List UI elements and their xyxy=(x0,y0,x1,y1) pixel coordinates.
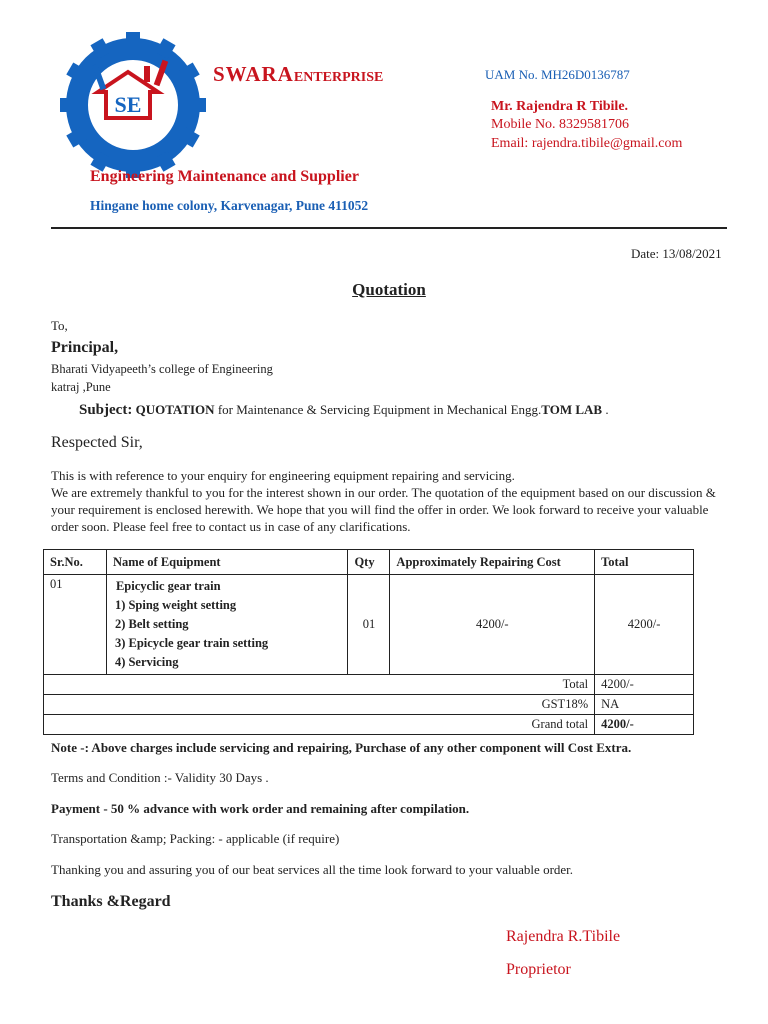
contact-email: Email: rajendra.tibile@gmail.com xyxy=(491,136,683,151)
signature-name: Rajendra R.Tibile xyxy=(506,928,621,945)
cell-total: 4200/- xyxy=(595,575,694,675)
subject-text: for Maintenance & Servicing Equipment in Mechanical Engg. xyxy=(214,402,542,417)
cell-qty: 01 xyxy=(348,575,390,675)
signature-role: Proprietor xyxy=(506,961,571,978)
gst-value: NA xyxy=(595,695,694,715)
recipient-to: To, xyxy=(51,318,68,333)
payment-text: Payment - 50 % advance with work order and remaining after compilation. xyxy=(51,801,470,816)
quotation-table xyxy=(43,549,694,735)
header-total: Total xyxy=(595,550,694,575)
header-sr-no: Sr.No. xyxy=(44,550,107,575)
grand-total-row xyxy=(44,715,694,735)
brand-suffix: ENTERPRISE xyxy=(293,70,384,85)
equipment-name: Epicyclic gear train xyxy=(115,579,221,593)
equipment-item: 3) Epicycle gear train setting xyxy=(114,636,269,650)
equipment-item: 2) Belt setting xyxy=(114,617,189,631)
contact-name: Mr. Rajendra R Tibile. xyxy=(491,99,629,114)
table-header-row xyxy=(44,550,694,575)
document-date: Date: 13/08/2021 xyxy=(631,246,722,261)
body-paragraph-2: We are extremely thankful to you for the interest shown in our order. The quotation of the equipment based on our discussion & your requirement is enclosed herewith. We hope that you will find the offer in order. We look forward to receive your valuable order soon. Please feel free to contact us in case of any clarifications. xyxy=(51,485,716,534)
header-divider xyxy=(51,227,727,229)
regards: Thanks &Regard xyxy=(51,893,171,910)
table-row xyxy=(44,575,694,675)
brand-main: SWARA xyxy=(213,62,294,86)
greeting: Respected Sir, xyxy=(51,434,143,451)
cell-cost: 4200/- xyxy=(390,575,595,675)
subject-line xyxy=(79,402,609,419)
recipient-place: katraj ,Pune xyxy=(51,380,111,394)
grand-total-value: 4200/- xyxy=(595,715,694,735)
document-title: Quotation xyxy=(352,280,426,299)
note-text: Note -: Above charges include servicing and repairing, Purchase of any other component will Cost Extra. xyxy=(51,740,632,755)
header-qty: Qty xyxy=(348,550,390,575)
equipment-item: 1) Sping weight setting xyxy=(114,598,237,612)
subject-bold-lab: TOM LAB xyxy=(541,402,603,417)
company-logo xyxy=(58,30,208,180)
gst-row xyxy=(44,695,694,715)
contact-mobile: Mobile No. 8329581706 xyxy=(491,117,630,132)
total-value: 4200/- xyxy=(595,675,694,695)
transport-text: Transportation &amp; Packing: - applicable (if require) xyxy=(51,831,340,846)
brand-name xyxy=(213,62,383,87)
subject-label: Subject: xyxy=(79,402,133,418)
company-address: Hingane home colony, Karvenagar, Pune 411052 xyxy=(90,198,369,213)
header-equipment: Name of Equipment xyxy=(106,550,348,575)
total-row xyxy=(44,675,694,695)
cell-equipment xyxy=(106,575,348,675)
equipment-item: 4) Servicing xyxy=(114,655,179,669)
header-cost: Approximately Repairing Cost xyxy=(390,550,595,575)
subject-end: . xyxy=(602,402,609,417)
body-paragraph-1: This is with reference to your enquiry for engineering equipment repairing and servicing. xyxy=(51,468,515,483)
company-tagline: Engineering Maintenance and Supplier xyxy=(90,168,359,185)
body-text xyxy=(51,467,731,535)
thanking-text: Thanking you and assuring you of our beat services all the time look forward to your valuable order. xyxy=(51,862,574,877)
subject-bold-quotation: QUOTATION xyxy=(135,402,215,417)
recipient-title: Principal, xyxy=(51,339,119,356)
terms-text: Terms and Condition :- Validity 30 Days . xyxy=(51,770,269,785)
total-label: Total xyxy=(44,675,595,695)
cell-sr: 01 xyxy=(44,575,107,675)
gst-label: GST18% xyxy=(44,695,595,715)
uam-number: UAM No. MH26D0136787 xyxy=(485,67,630,82)
recipient-college: Bharati Vidyapeeth’s college of Engineering xyxy=(51,362,273,376)
logo-monogram: SE xyxy=(114,92,142,117)
grand-total-label: Grand total xyxy=(44,715,595,735)
